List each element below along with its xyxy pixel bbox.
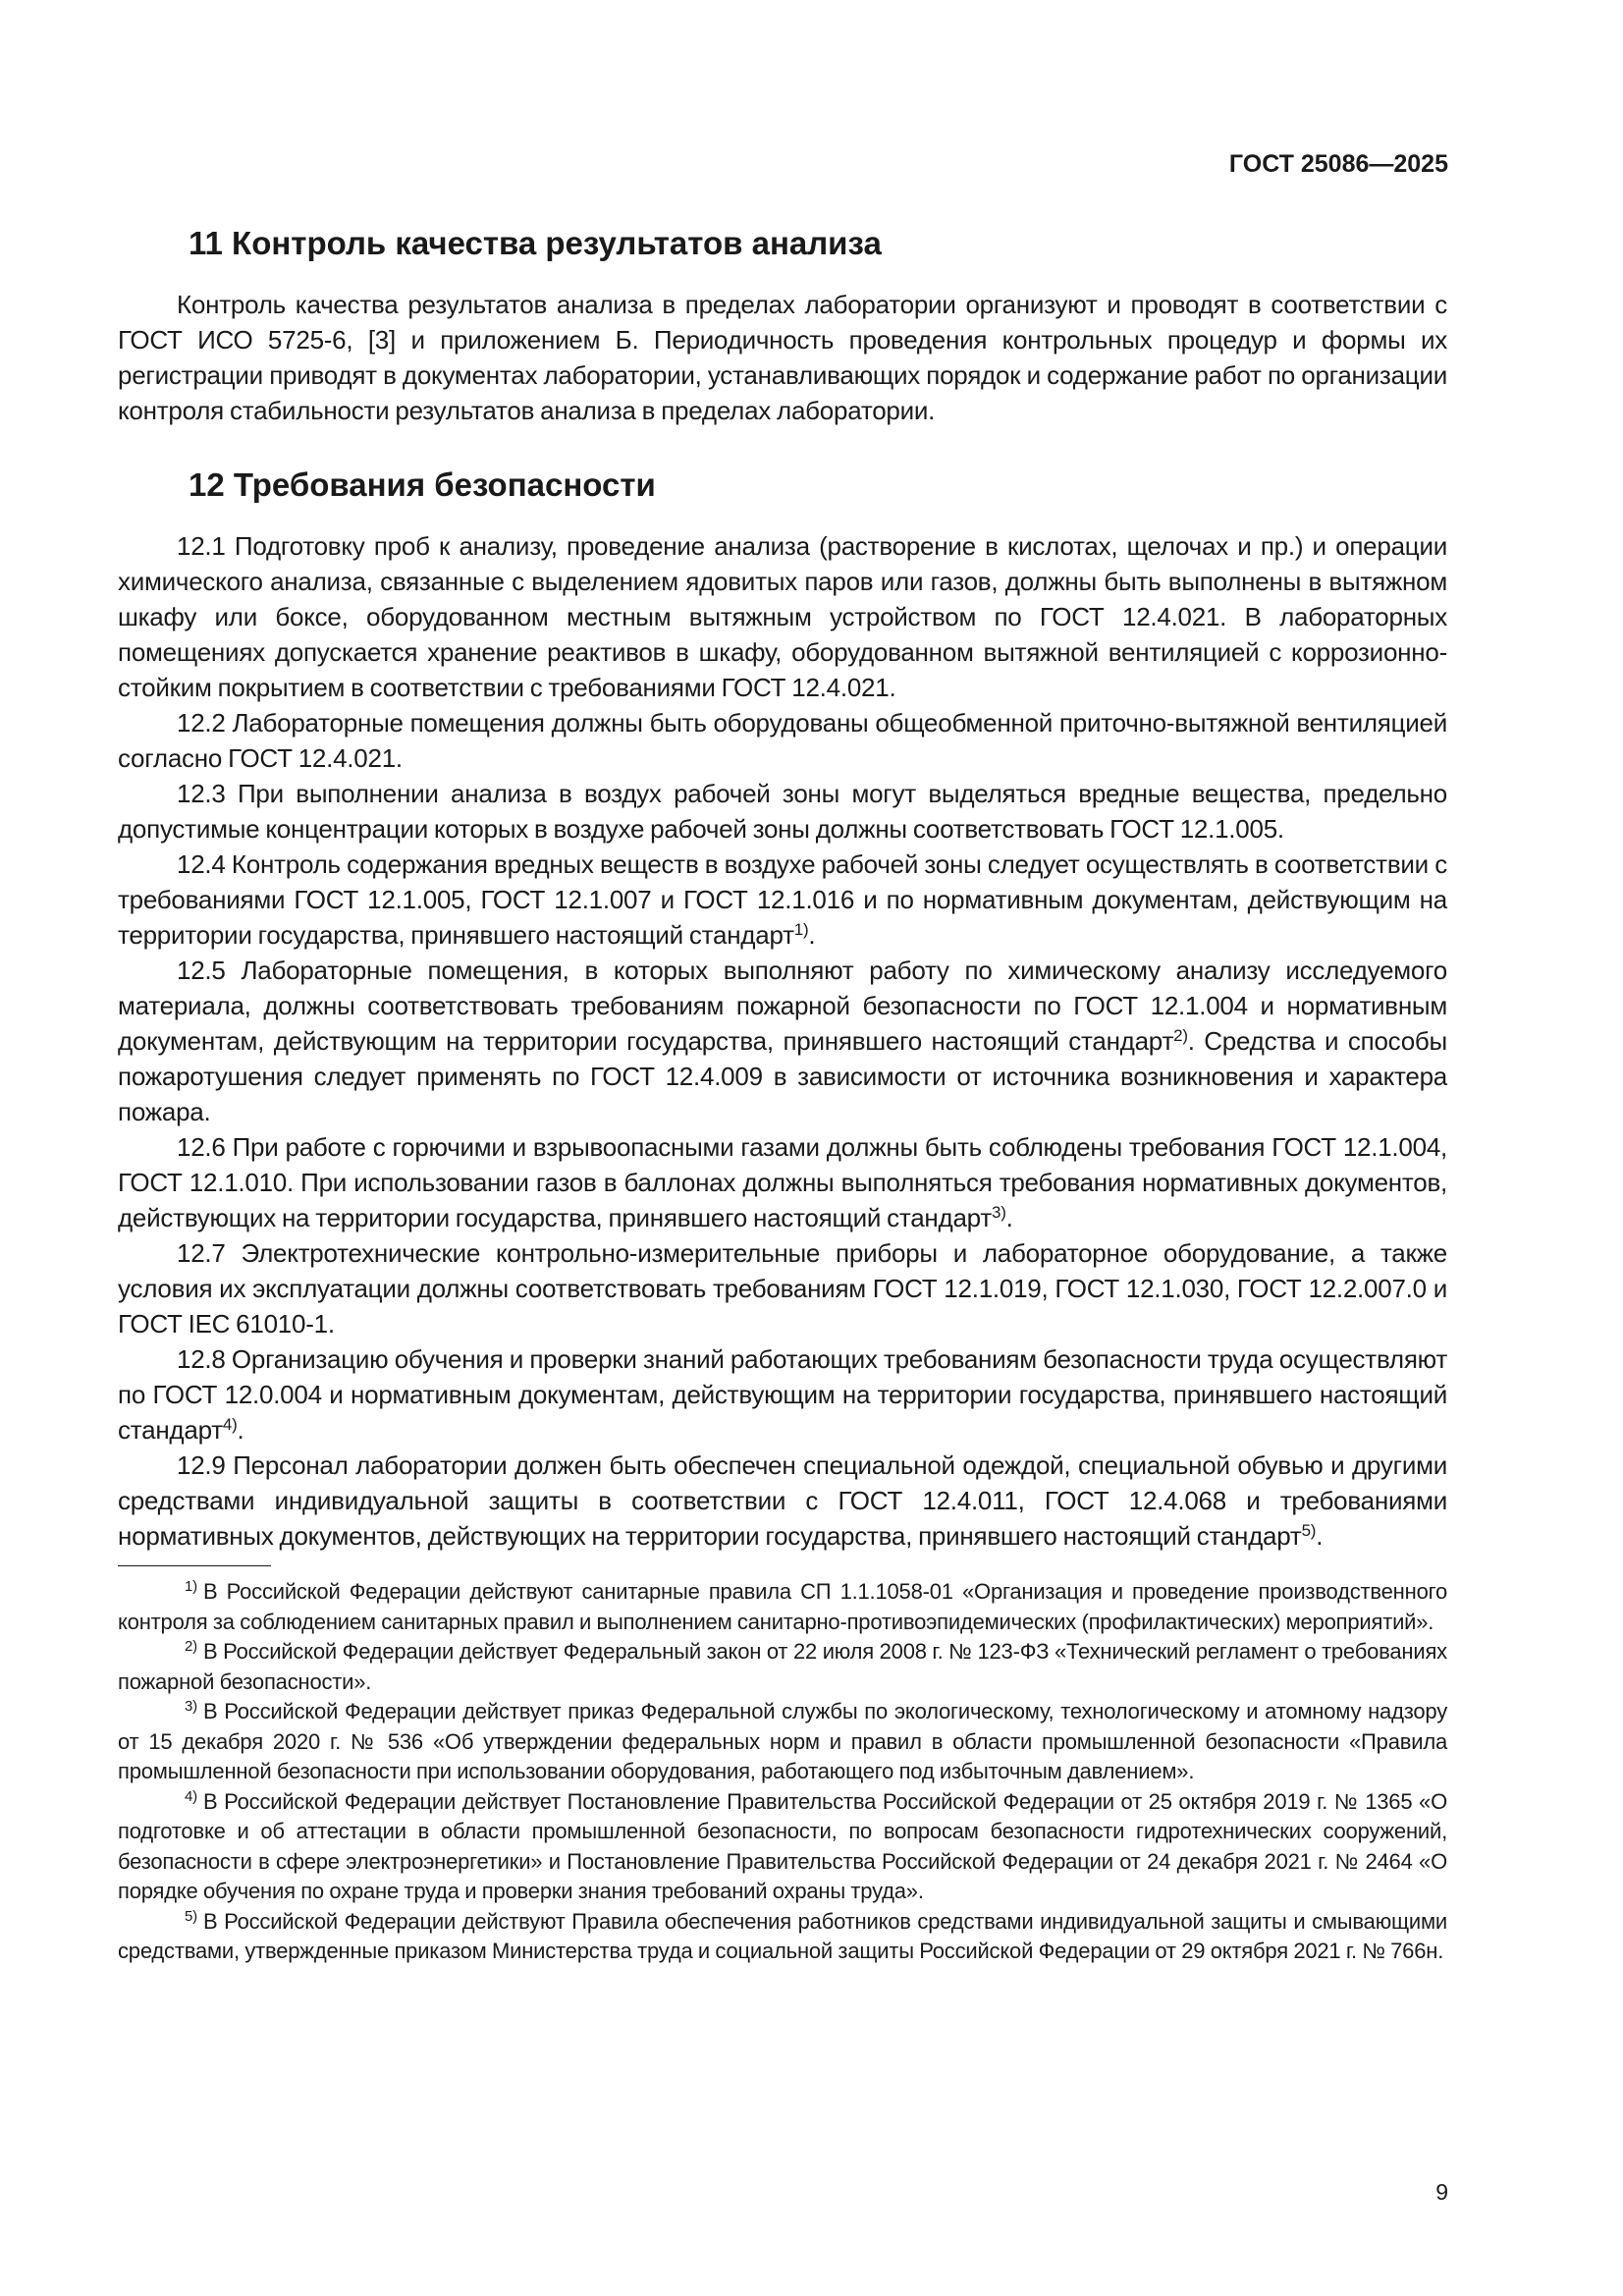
clause-12-1: 12.1 Подготовку проб к анализу, проведение анализа (растворение в кислотах, щелочах и пр.) и операции химического анализа, связанные с выделением ядовитых паров или газов, должны быть выполнены в вытяжном шкафу или боксе, оборудованном местным вытяжным устройством по ГОСТ 12.4.021. В лабораторных помещениях допускается хранение реактивов в шкафу, оборудованном вытяжной вентиляцией с коррозионно-стойким покрытием в соответствии с требованиями ГОСТ 12.4.021. xyxy=(118,531,1447,702)
footnote-1-mark: 1) xyxy=(185,1578,197,1595)
footnote-3-text: В Российской Федерации действует приказ Федеральной службы по экологическому, технологическому и атомному надзору от 15 декабря 2020 г. № 536 «Об утверждении федеральных норм и правил в области промышленной безопасности «Правила промышленной безопасности при использовании оборудования, работающего под избыточным давлением». xyxy=(118,1699,1447,1783)
footnote-4-mark: 4) xyxy=(185,1787,197,1805)
footnote-ref-3[interactable]: 3) xyxy=(991,1203,1006,1222)
footnote-ref-5[interactable]: 5) xyxy=(1301,1521,1317,1540)
clause-12-6-text: 12.6 При работе с горючими и взрывоопасными газами должны быть соблюдены требования ГОСТ 12.1.004, ГОСТ 12.1.010. При использовании газов в баллонах должны выполняться требования нормативных документов, действующих на территории государства, принявшего настоящий стандарт xyxy=(118,1132,1447,1232)
clause-12-5-text-b: . Средства и способы пожаротушения следует применять по ГОСТ 12.4.009 в зависимости от источника возникновения и характера пожара. xyxy=(118,1026,1447,1126)
clause-12-4-end: . xyxy=(808,920,816,950)
clause-12-9-end: . xyxy=(1316,1521,1324,1551)
footnote-separator xyxy=(118,1565,271,1566)
clause-12-7: 12.7 Электротехнические контрольно-измерительные приборы и лабораторное оборудование, а также условия их эксплуатации должны соответствовать требованиям ГОСТ 12.1.019, ГОСТ 12.1.030, ГОСТ 12.2.007.0 и ГОСТ IEC 61010-1. xyxy=(118,1238,1447,1339)
clause-12-9-text: 12.9 Персонал лаборатории должен быть обеспечен специальной одеждой, специальной обувью и другими средствами индивидуальной защиты в соответствии с ГОСТ 12.4.011, ГОСТ 12.4.068 и требованиями нормативных документов, действующих на территории государства, принявшего настоящий стандарт xyxy=(118,1450,1447,1551)
footnote-2-text: В Российской Федерации действует Федеральный закон от 22 июля 2008 г. № 123-ФЗ «Технический регламент о требованиях пожарной безопасности». xyxy=(118,1639,1447,1694)
section-11-paragraph: Контроль качества результатов анализа в пределах лаборатории организуют и проводят в соответствии с ГОСТ ИСО 5725-6, [3] и приложением Б. Периодичность проведения контрольных процедур и формы их регистрации приводят в документах лаборатории, устанавливающих порядок и содержание работ по организации контроля стабильности результатов анализа в пределах лаборатории. xyxy=(118,290,1447,425)
clause-12-8-end: . xyxy=(237,1415,244,1445)
footnote-3 xyxy=(118,1697,1447,1787)
clause-12-6-end: . xyxy=(1005,1203,1013,1232)
footnote-5-text: В Российской Федерации действуют Правила обеспечения работников средствами индивидуальной защиты и смывающими средствами, утвержденные приказом Министерства труда и социальной защиты Российской Федерации от 29 октября 2021 г. № 766н. xyxy=(118,1908,1447,1963)
clause-12-8-text: 12.8 Организацию обучения и проверки знаний работающих требованиям безопасности труда осуществляют по ГОСТ 12.0.004 и нормативным документам, действующим на территории государства, принявшего настоящий стандарт xyxy=(118,1344,1447,1445)
footnotes xyxy=(118,1577,1447,1967)
footnote-5-mark: 5) xyxy=(185,1907,197,1925)
clause-12-4 xyxy=(118,847,1447,953)
section-12-title: 12 Требования безопасности xyxy=(189,466,656,503)
clause-12-5 xyxy=(118,953,1447,1129)
footnote-ref-2[interactable]: 2) xyxy=(1173,1026,1188,1045)
main-content xyxy=(118,224,1447,1554)
footnote-4-text: В Российской Федерации действует Постановление Правительства Российской Федерации от 25 октября 2019 г. № 1365 «О подготовке и об аттестации в области промышленной безопасности, по вопросам безопасности гидротехнических сооружений, безопасности в сфере электроэнергетики» и Постановление Правительства Российской Федерации от 24 декабря 2021 г. № 2464 «О порядке обучения по охране труда и проверки знания требований охраны труда». xyxy=(118,1788,1447,1903)
clause-12-3: 12.3 При выполнении анализа в воздух рабочей зоны могут выделяться вредные вещества, предельно допустимые концентрации которых в воздухе рабочей зоны должны соответствовать ГОСТ 12.1.005. xyxy=(118,779,1447,844)
clause-12-4-text: 12.4 Контроль содержания вредных веществ в воздухе рабочей зоны следует осуществлять в соответствии с требованиями ГОСТ 12.1.005, ГОСТ 12.1.007 и ГОСТ 12.1.016 и по нормативным документам, действующим на территории государства, принявшего настоящий стандарт xyxy=(118,849,1447,950)
footnote-ref-1[interactable]: 1) xyxy=(793,920,809,939)
footnote-2-mark: 2) xyxy=(185,1638,197,1655)
clause-12-8 xyxy=(118,1341,1447,1448)
clause-12-9 xyxy=(118,1448,1447,1554)
footnote-1 xyxy=(118,1577,1447,1637)
footnote-2 xyxy=(118,1637,1447,1697)
clause-12-5-text-a: 12.5 Лабораторные помещения, в которых выполняют работу по химическому анализу исследуемого материала, должны соответствовать требованиям пожарной безопасности по ГОСТ 12.1.004 и нормативным документам, действующим на территории государства, принявшего настоящий стандарт xyxy=(118,956,1447,1056)
clause-12-6 xyxy=(118,1129,1447,1235)
page-number: 9 xyxy=(1435,2179,1448,2205)
clause-12-2: 12.2 Лабораторные помещения должны быть оборудованы общеобменной приточно-вытяжной вентиляцией согласно ГОСТ 12.4.021. xyxy=(118,708,1447,773)
footnote-5 xyxy=(118,1907,1447,1967)
footnote-4 xyxy=(118,1787,1447,1907)
footnote-ref-4[interactable]: 4) xyxy=(222,1415,238,1434)
footnote-1-text: В Российской Федерации действуют санитарные правила СП 1.1.1058-01 «Организация и проведение производственного контроля за соблюдением санитарных правил и выполнением санитарно-противоэпидемических (профилактических) мероприятий». xyxy=(118,1579,1447,1634)
section-11-title: 11 Контроль качества результатов анализа xyxy=(189,225,882,261)
footnote-3-mark: 3) xyxy=(185,1698,197,1715)
document-code-header: ГОСТ 25086—2025 xyxy=(1228,150,1448,178)
